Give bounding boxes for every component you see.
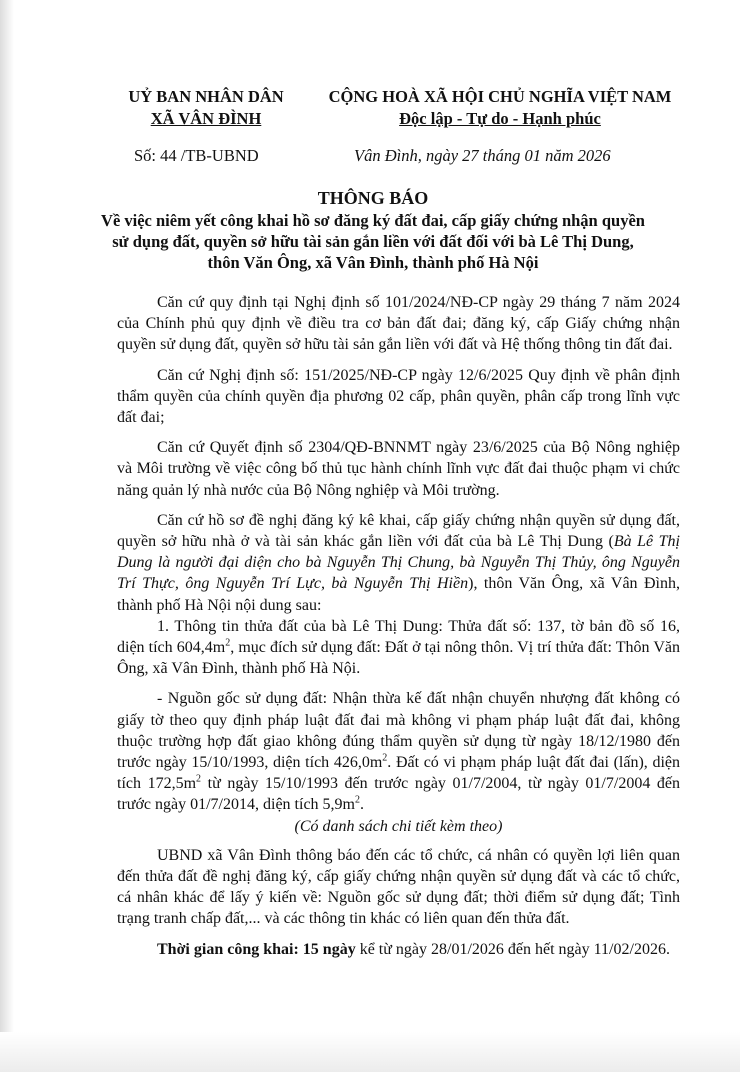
land-origin-d: . — [359, 796, 364, 814]
paragraph-announcement: UBND xã Vân Đình thông báo đến các tổ chức, cá nhân có quyền lợi liên quan đến thửa đất đề nghị đăng ký, cấp giấy chứng nhận quyền sử dụng đất và các tổ chức, cá nhân khác để lấy ý kiến về: Nguồn gốc sử dụng đất; thời điểm sử dụng đất; Tình trạng tranh chấp đất,... và các thông tin khác có liên quan đến thửa đất. — [117, 846, 680, 928]
land-origin-c: từ ngày 15/10/1993 đến trước ngày 01/7/2004, từ ngày 01/7/2004 đến trước ngày 01/7/2014, diện tích 5,9m — [117, 775, 681, 814]
superscript-2: 2 — [225, 637, 231, 649]
posting-period-label: Thời gian công khai: 15 ngày — [157, 940, 356, 958]
land-origin-b: . Đất có vi phạm pháp luật đất đai (lấn), diện tích 172,5m — [117, 754, 680, 793]
paragraph-legal-basis-1: Căn cứ quy định tại Nghị định số 101/2024/NĐ-CP ngày 29 tháng 7 năm 2024 của Chính phủ quy định về điều tra cơ bản đất đai; đăng ký, cấp Giấy chứng nhận quyền sử dụng đất, quyền sở hữu tài sản gắn liền với đất và Hệ thống thông tin đất đai. — [117, 294, 680, 354]
document-title: THÔNG BÁO — [317, 188, 429, 208]
subtitle-line-2: sử dụng đất, quyền sở hữu tài sản gắn liền với đất đối với bà Lê Thị Dung, — [112, 232, 634, 251]
national-motto: Độc lập - Tự do - Hạnh phúc — [399, 109, 601, 128]
paragraph-parcel-info — [117, 616, 680, 680]
paragraph-legal-basis-3: Căn cứ Quyết định số 2304/QĐ-BNNMT ngày 23/6/2025 của Bộ Nông nghiệp và Môi trường về việc công bố thủ tục hành chính lĩnh vực đất đai thuộc phạm vi chức năng quản lý nhà nước của Bộ Nông nghiệp và Môi trường. — [117, 439, 680, 499]
application-representative-note: Bà Lê Thị Dung là người đại diện cho bà Nguyễn Thị Chung, bà Nguyễn Thị Thủy, ông Nguyễn Trí Thực, ông Nguyễn Trí Lực, bà Nguyễn Thị Hiền — [117, 533, 680, 593]
paragraph-land-origin — [117, 688, 680, 815]
application-text-c: ), thôn Văn Ông, xã Vân Đình, thành phố Hà Nội nội dung sau: — [117, 575, 680, 614]
authority-line-2: XÃ VÂN ĐÌNH — [150, 109, 262, 128]
superscript-2: 2 — [196, 773, 202, 785]
posting-period-dates: kể từ ngày 28/01/2026 đến hết ngày 11/02/2026. — [355, 940, 670, 958]
page-shadow-bottom — [0, 1032, 740, 1072]
paragraph-application — [117, 510, 680, 616]
paragraph-posting-period — [117, 939, 680, 960]
title-block — [60, 186, 686, 273]
land-origin-a: - Nguồn gốc sử dụng đất: Nhận thừa kế đất nhận chuyển nhượng đất không có giấy tờ theo quy định pháp luật đất đai mà không vi phạm pháp luật đất đai, không thuộc trường hợp đất giao không đúng thẩm quyền sử dụng từ ngày 18/12/1980 đến trước ngày 15/10/1993, diện tích 426,0m — [117, 690, 680, 772]
subtitle-line-1: Về việc niêm yết công khai hồ sơ đăng ký đất đai, cấp giấy chứng nhận quyền — [101, 211, 645, 230]
subtitle-line-3: thôn Văn Ông, xã Vân Đình, thành phố Hà Nội — [207, 253, 539, 272]
document-number: Số: 44 /TB-UBND — [134, 146, 259, 165]
superscript-2: 2 — [354, 795, 360, 807]
application-text-a: Căn cứ hồ sơ đề nghị đăng ký kê khai, cấp giấy chứng nhận quyền sử dụng đất, quyền sở hữu nhà ở và tài sản khác gắn liền với đất của bà Lê Thị Dung ( — [117, 511, 680, 551]
parcel-info-a: 1. Thông tin thửa đất của bà Lê Thị Dung: Thửa đất số: 137, tờ bản đồ số 16, diện tích 604,4m — [117, 617, 680, 657]
authority-line-1: UỶ BAN NHÂN DÂN — [128, 87, 284, 106]
parcel-info-b: , mục đích sử dụng đất: Đất ở tại nông thôn. Vị trí thửa đất: Thôn Văn Ông, xã Vân Đình, thành phố Hà Nội. — [117, 639, 681, 678]
document-date: Vân Đình, ngày 27 tháng 01 năm 2026 — [354, 146, 611, 165]
document-body — [117, 292, 680, 969]
issuing-authority — [96, 86, 316, 130]
page-shadow-left — [0, 0, 14, 1072]
national-title: CỘNG HOÀ XÃ HỘI CHỦ NGHĨA VIỆT NAM — [328, 87, 672, 106]
national-heading — [300, 86, 700, 130]
attachment-note: (Có danh sách chi tiết kèm theo) — [294, 817, 503, 835]
paragraph-legal-basis-2: Căn cứ Nghị định số: 151/2025/NĐ-CP ngày 12/6/2025 Quy định về phân định thẩm quyền của chính quyền địa phương 02 cấp, phân quyền, phân cấp trong lĩnh vực đất đai; — [117, 366, 680, 427]
superscript-2: 2 — [382, 752, 388, 764]
